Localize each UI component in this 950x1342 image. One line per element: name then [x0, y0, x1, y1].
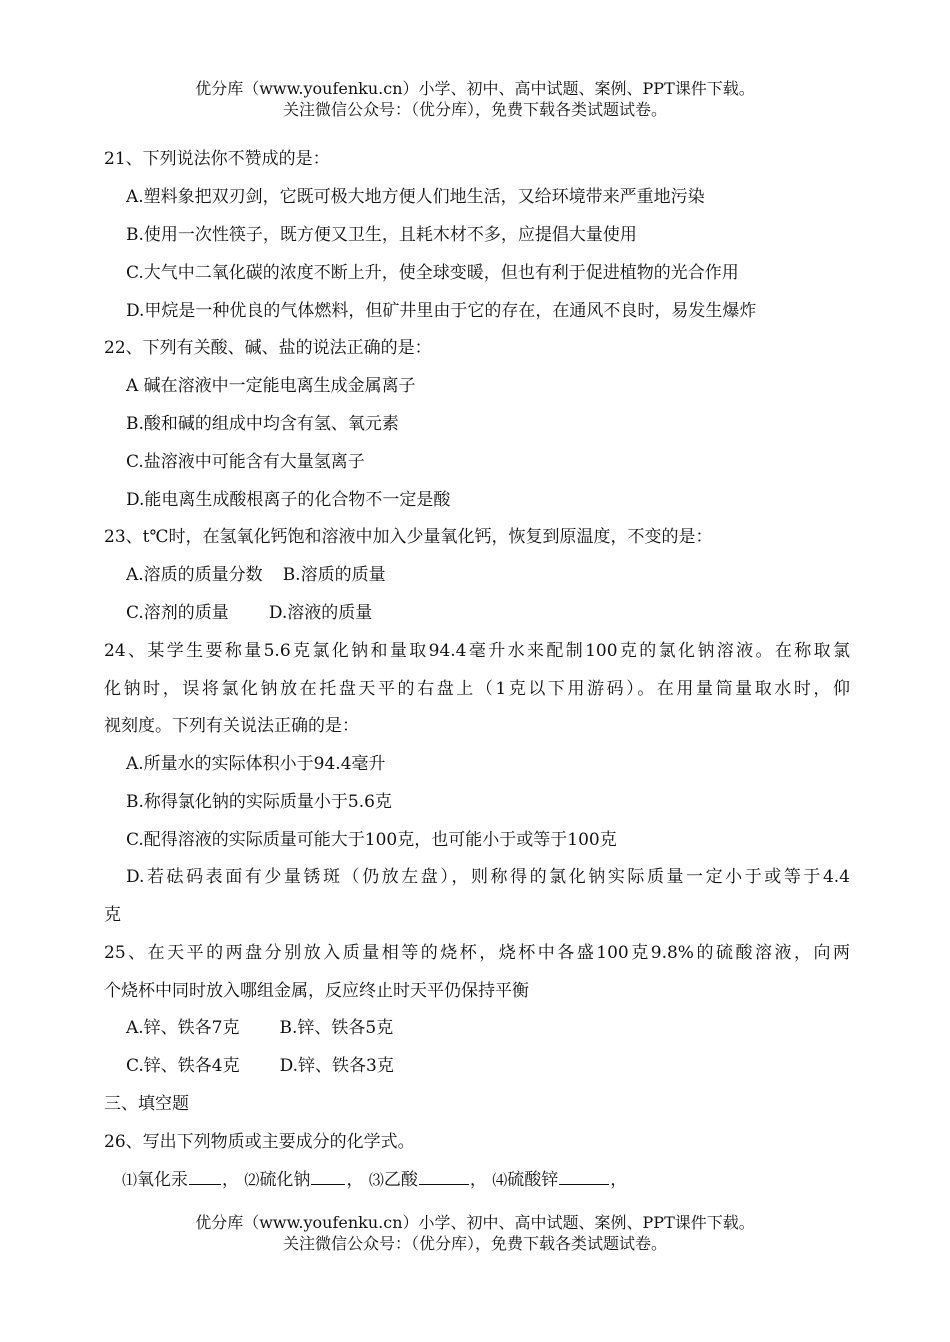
section-3-title: 三、填空题 — [104, 1094, 189, 1114]
question-25-option-a: A.锌、铁各7克 — [126, 1018, 240, 1038]
page-footer — [0, 1212, 950, 1254]
question-21-stem: 21、下列说法你不赞成的是： — [104, 149, 330, 169]
question-22-option-b: B.酸和碱的组成中均含有氢、氧元素 — [126, 414, 399, 434]
footer-line-2: 关注微信公众号：（优分库），免费下载各类试题试卷。 — [282, 1234, 667, 1253]
question-21-option-d: D.甲烷是一种优良的气体燃料，但矿井里由于它的存在，在通风不良时，易发生爆炸 — [126, 301, 757, 321]
q26-item-3-label: 乙酸 — [383, 1170, 418, 1190]
question-23-option-c: C.溶剂的质量 — [126, 603, 229, 623]
q26-item-4-sep: ， — [610, 1170, 628, 1190]
q26-item-1-num: ⑴ — [122, 1171, 138, 1189]
q26-item-2-label: 硫化钠 — [259, 1170, 311, 1190]
footer-line-1: 优分库（www.youfenku.cn）小学、初中、高中试题、案例、PPT课件下载。 — [195, 1213, 755, 1232]
question-24-option-a: A.所量水的实际体积小于94.4毫升 — [126, 754, 386, 774]
q26-item-2-blank[interactable] — [311, 1168, 345, 1185]
question-21-option-c: C.大气中二氧化碳的浓度不断上升，使全球变暖，但也有利于促进植物的光合作用 — [126, 263, 739, 283]
question-23-option-b: B.溶质的质量 — [282, 565, 386, 585]
question-22-option-a: A 碱在溶液中一定能电离生成金属离子 — [126, 376, 416, 396]
header-line-2: 关注微信公众号：（优分库），免费下载各类试题试卷。 — [282, 100, 667, 119]
question-25-option-c: C.锌、铁各4克 — [126, 1056, 240, 1076]
question-25-option-d: D.锌、铁各3克 — [279, 1056, 394, 1076]
question-25-options-row-1 — [126, 1013, 850, 1038]
q26-item-4-num: ⑷ — [492, 1171, 508, 1189]
question-26-stem: 26、写出下列物质或主要成分的化学式。 — [104, 1132, 415, 1152]
question-23-options-row-1 — [126, 560, 850, 585]
question-22-stem: 22、下列有关酸、碱、盐的说法正确的是： — [104, 338, 432, 358]
q26-item-4-label: 硫酸锌 — [507, 1170, 559, 1190]
question-24-stem-line-1: 24、某学生要称量5.6克氯化钠和量取94.4毫升水来配制100克的氯化钠溶液。在称取氯 — [104, 641, 850, 661]
question-22-option-c: C.盐溶液中可能含有大量氢离子 — [126, 452, 365, 472]
question-26-items — [122, 1165, 850, 1190]
question-22-option-d: D.能电离生成酸根离子的化合物不一定是酸 — [126, 490, 451, 510]
q26-item-1-sep: ， — [222, 1170, 240, 1190]
question-21-option-b: B.使用一次性筷子，既方便又卫生，且耗木材不多，应提倡大量使用 — [126, 225, 637, 245]
q26-item-1-blank[interactable] — [189, 1168, 221, 1185]
question-23-option-d: D.溶液的质量 — [268, 603, 373, 623]
page-header — [0, 78, 950, 120]
q26-item-2-sep: ， — [346, 1170, 364, 1190]
q26-item-4-blank[interactable] — [559, 1168, 609, 1185]
question-25-option-b: B.锌、铁各5克 — [279, 1018, 394, 1038]
question-24-option-c: C.配得溶液的实际质量可能大于100克，也可能小于或等于100克 — [126, 830, 617, 850]
question-21-option-a: A.塑料象把双刃剑，它既可极大地方便人们地生活，又给环境带来严重地污染 — [126, 187, 705, 207]
question-24-option-b: B.称得氯化钠的实际质量小于5.6克 — [126, 792, 392, 812]
q26-item-2-num: ⑵ — [244, 1171, 260, 1189]
q26-item-3-blank[interactable] — [419, 1168, 469, 1185]
q26-item-3-sep: ， — [469, 1170, 487, 1190]
question-23-options-row-2 — [126, 598, 850, 623]
q26-item-1-label: 氧化汞 — [137, 1170, 189, 1190]
q26-item-3-num: ⑶ — [368, 1171, 384, 1189]
question-24-stem-line-3: 视刻度。下列有关说法正确的是： — [104, 716, 359, 736]
question-25-options-row-2 — [126, 1051, 850, 1076]
question-23-option-a: A.溶质的质量分数 — [126, 565, 263, 585]
question-24-option-d: D.若砝码表面有少量锈斑（仍放左盘），则称得的氯化钠实际质量一定小于或等于4.4 — [126, 867, 850, 887]
question-25-stem-line-2: 个烧杯中同时放入哪组金属，反应终止时天平仍保持平衡 — [104, 981, 529, 1001]
question-24-stem-line-2: 化钠时，误将氯化钠放在托盘天平的右盘上（1克以下用游码）。在用量筒量取水时，仰 — [104, 679, 850, 699]
question-25-stem-line-1: 25、在天平的两盘分别放入质量相等的烧杯，烧杯中各盛100克9.8%的硫酸溶液，向两 — [104, 943, 850, 963]
question-23-stem: 23、t℃时，在氢氧化钙饱和溶液中加入少量氧化钙，恢复到原温度，不变的是： — [104, 527, 713, 547]
header-line-1: 优分库（www.youfenku.cn）小学、初中、高中试题、案例、PPT课件下载。 — [195, 79, 755, 98]
question-24-option-d-tail: 克 — [104, 905, 121, 925]
